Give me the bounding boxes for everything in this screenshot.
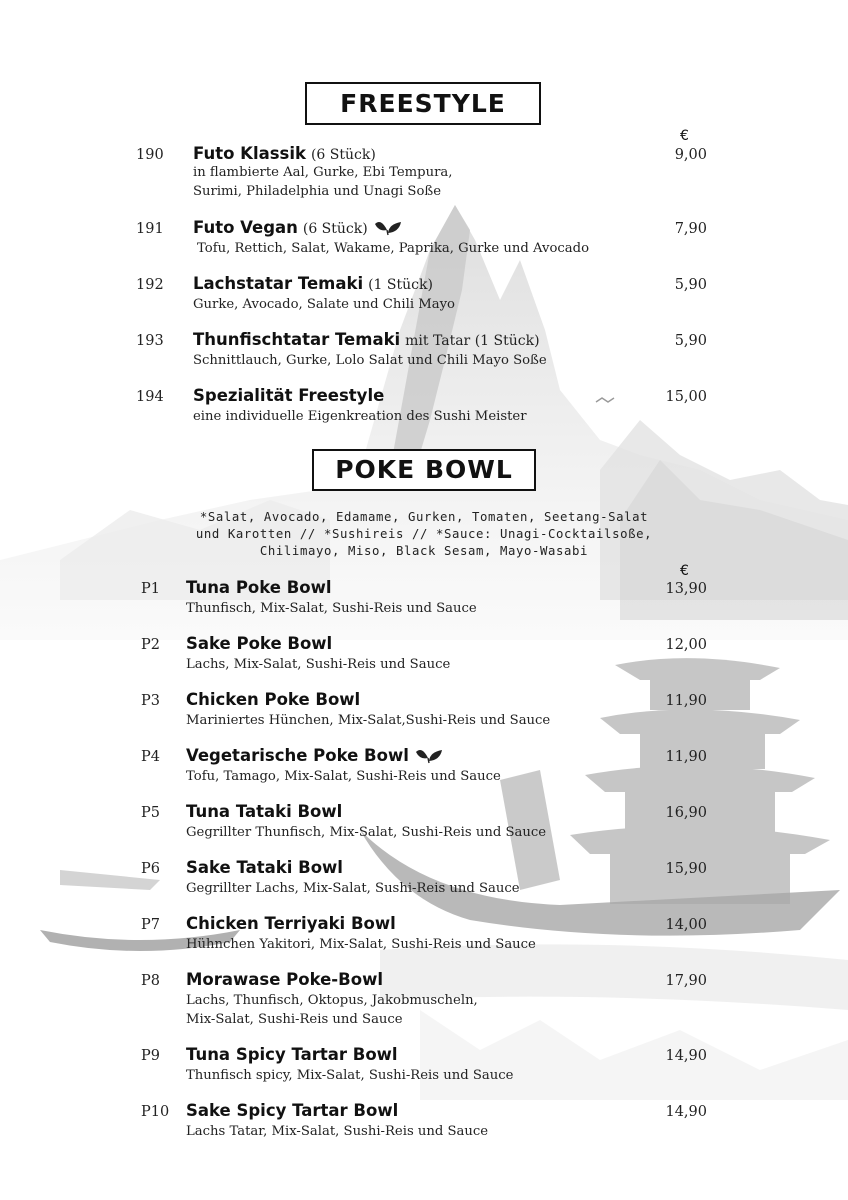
item-price: 12,00 — [665, 637, 707, 653]
note-line: und Karotten // *Sushireis // *Sauce: Unagi-Cocktailsoße, — [195, 527, 653, 541]
item-description: Tofu, Rettich, Salat, Wakame, Paprika, Gurke und Avocado — [197, 241, 590, 256]
item-number: 192 — [136, 277, 164, 293]
item-price: 7,90 — [674, 221, 707, 237]
item-description: Thunfisch spicy, Mix-Salat, Sushi-Reis und Sauce — [186, 1068, 514, 1083]
item-price: 14,90 — [665, 1104, 707, 1120]
leaf-icon — [414, 748, 444, 764]
currency-label: € — [680, 563, 689, 579]
item-description: Gurke, Avocado, Salate und Chili Mayo — [193, 297, 455, 312]
item-name: Chicken Terriyaki Bowl — [186, 914, 396, 933]
note-line: Chilimayo, Miso, Black Sesam, Mayo-Wasabi — [259, 544, 589, 558]
item-description: in flambierte Aal, Gurke, Ebi Tempura, — [193, 165, 453, 180]
item-price: 13,90 — [665, 581, 707, 597]
currency-label: € — [680, 128, 689, 144]
section-title-freestyle: FREESTYLE — [305, 82, 541, 125]
item-name: Spezialität Freestyle — [193, 386, 385, 405]
item-number: P1 — [141, 581, 160, 597]
item-name: Tuna Tataki Bowl — [186, 802, 343, 821]
leaf-icon — [373, 220, 403, 236]
item-description: Lachs, Thunfisch, Oktopus, Jakobmuscheln, — [186, 993, 478, 1008]
item-name: Thunfischtatar Temaki mit Tatar (1 Stück) — [193, 330, 540, 349]
item-name: Chicken Poke Bowl — [186, 690, 361, 709]
item-description: Hühnchen Yakitori, Mix-Salat, Sushi-Reis und Sauce — [186, 937, 536, 952]
item-number: P8 — [141, 973, 160, 989]
section-title-poke-bowl: POKE BOWL — [312, 449, 536, 491]
item-description: eine individuelle Eigenkreation des Sushi Meister — [193, 409, 527, 424]
item-number: 190 — [136, 147, 164, 163]
item-description: Gegrillter Lachs, Mix-Salat, Sushi-Reis und Sauce — [186, 881, 520, 896]
item-name: Sake Poke Bowl — [186, 634, 333, 653]
item-price: 17,90 — [665, 973, 707, 989]
item-number: P4 — [141, 749, 160, 765]
item-name: Morawase Poke-Bowl — [186, 970, 383, 989]
item-price: 11,90 — [665, 693, 707, 709]
item-name: Lachstatar Temaki (1 Stück) — [193, 274, 433, 293]
item-name: Sake Spicy Tartar Bowl — [186, 1101, 399, 1120]
note-line: *Salat, Avocado, Edamame, Gurken, Tomaten, Seetang-Salat — [199, 510, 649, 524]
item-price: 14,00 — [665, 917, 707, 933]
item-number: 191 — [136, 221, 164, 237]
item-name: Futo Vegan (6 Stück) — [193, 218, 403, 237]
item-description: Mix-Salat, Sushi-Reis und Sauce — [186, 1012, 403, 1027]
item-number: P9 — [141, 1048, 160, 1064]
item-price: 11,90 — [665, 749, 707, 765]
item-number: P7 — [141, 917, 160, 933]
item-name: Tuna Poke Bowl — [186, 578, 332, 597]
item-number: 193 — [136, 333, 164, 349]
item-description: Lachs Tatar, Mix-Salat, Sushi-Reis und Sauce — [186, 1124, 489, 1139]
item-name: Vegetarische Poke Bowl — [186, 746, 444, 765]
item-price: 16,90 — [665, 805, 707, 821]
item-number: P3 — [141, 693, 160, 709]
item-description: Gegrillter Thunfisch, Mix-Salat, Sushi-Reis und Sauce — [186, 825, 547, 840]
item-number: P6 — [141, 861, 160, 877]
item-price: 15,90 — [665, 861, 707, 877]
item-description: Schnittlauch, Gurke, Lolo Salat und Chili Mayo Soße — [193, 353, 547, 368]
item-name: Futo Klassik (6 Stück) — [193, 144, 376, 163]
item-description: Lachs, Mix-Salat, Sushi-Reis und Sauce — [186, 657, 451, 672]
item-description: Mariniertes Hünchen, Mix-Salat,Sushi-Reis und Sauce — [186, 713, 551, 728]
item-name: Tuna Spicy Tartar Bowl — [186, 1045, 398, 1064]
item-description: Tofu, Tamago, Mix-Salat, Sushi-Reis und Sauce — [186, 769, 501, 784]
item-description: Thunfisch, Mix-Salat, Sushi-Reis und Sauce — [186, 601, 477, 616]
item-price: 5,90 — [674, 333, 707, 349]
item-number: P5 — [141, 805, 160, 821]
item-price: 5,90 — [674, 277, 707, 293]
ingredients-note — [140, 509, 708, 560]
item-price: 9,00 — [674, 147, 707, 163]
item-price: 14,90 — [665, 1048, 707, 1064]
item-price: 15,00 — [665, 389, 707, 405]
item-description: Surimi, Philadelphia und Unagi Soße — [193, 184, 442, 199]
item-number: P10 — [141, 1104, 170, 1120]
item-name: Sake Tataki Bowl — [186, 858, 343, 877]
item-number: P2 — [141, 637, 160, 653]
item-number: 194 — [136, 389, 164, 405]
